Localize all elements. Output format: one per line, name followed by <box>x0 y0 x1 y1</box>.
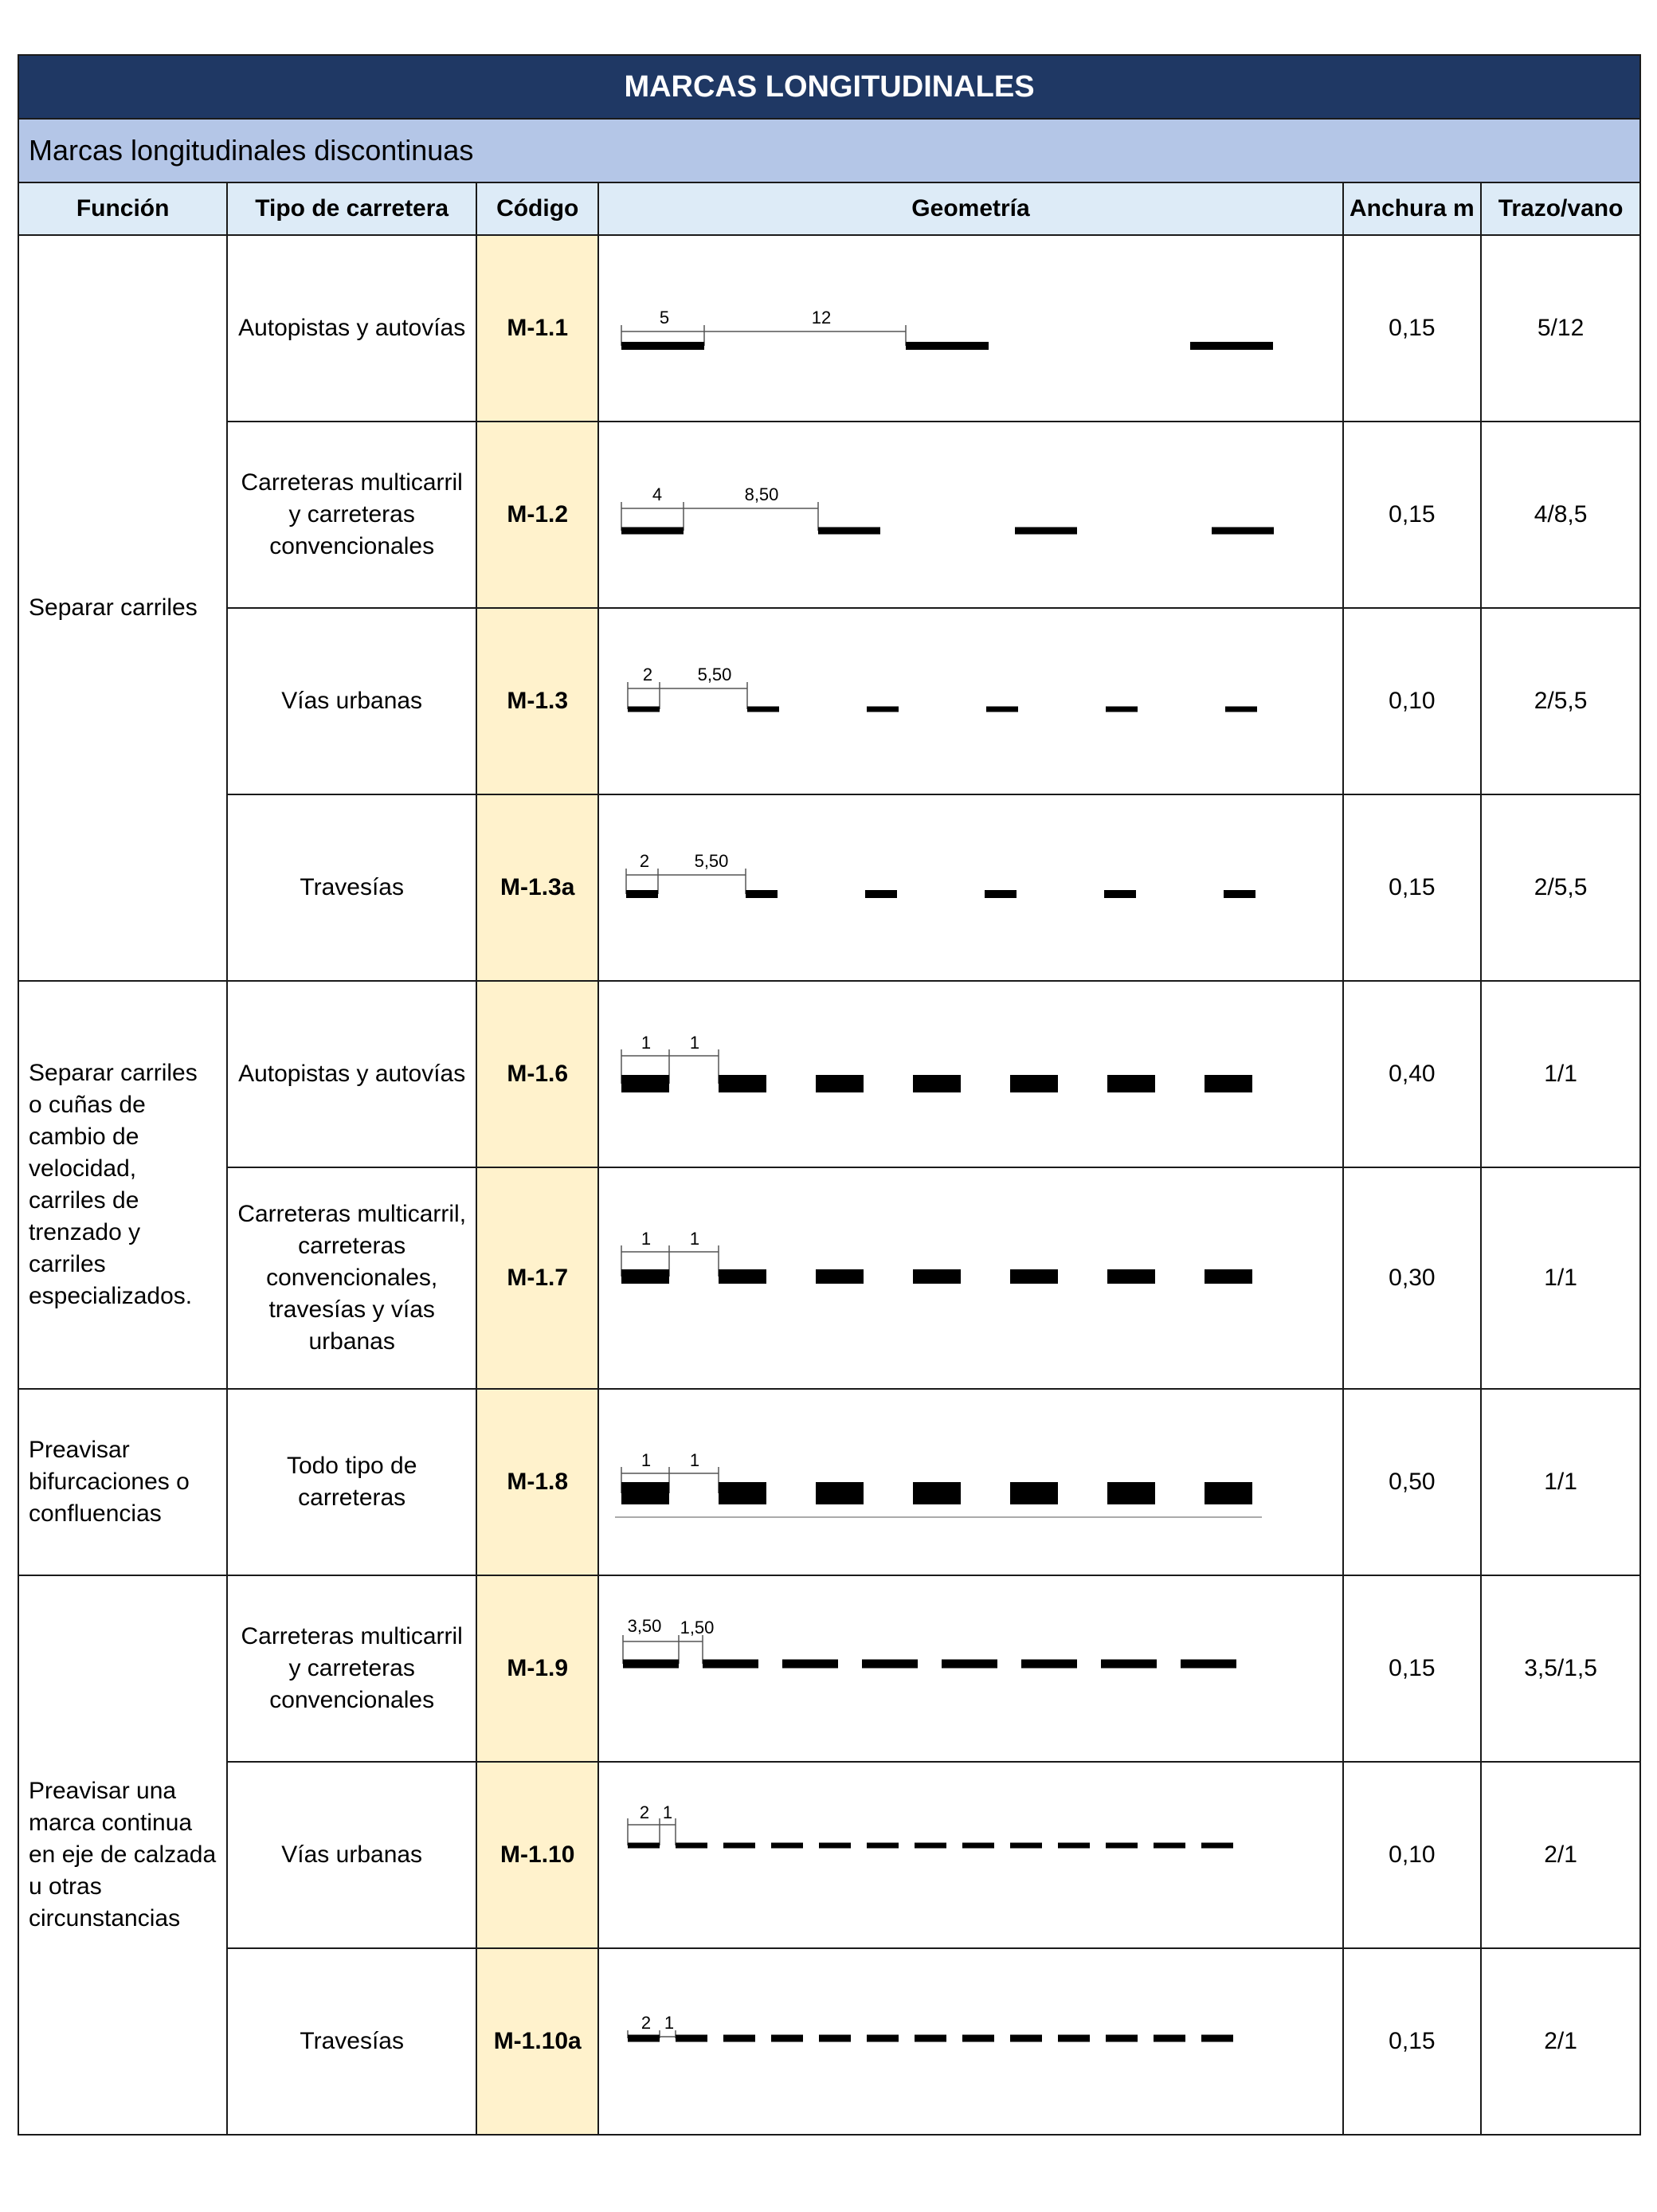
trazo-cell: 2/1 <box>1481 1762 1640 1948</box>
tipo-cell: Carreteras multicarril y carreteras convencionales <box>227 422 476 608</box>
header-anchura: Anchura m <box>1343 182 1482 235</box>
road-dash-stroke <box>867 707 899 712</box>
table-row <box>18 608 1640 794</box>
table-title: MARCAS LONGITUDINALES <box>18 55 1640 119</box>
road-dash-stroke <box>1205 1482 1252 1504</box>
road-dash-stroke <box>1205 1269 1252 1284</box>
road-dash-stroke <box>1104 890 1136 898</box>
road-dash-stroke <box>986 707 1018 712</box>
header-funcion: Función <box>18 182 227 235</box>
road-dash-stroke <box>865 890 897 898</box>
road-dash-stroke <box>719 1482 766 1504</box>
dim-label-stroke: 2 <box>640 851 650 871</box>
dim-label-gap: 1,50 <box>680 1618 715 1637</box>
road-dash-stroke <box>621 1269 669 1284</box>
header-tipo: Tipo de carretera <box>227 182 476 235</box>
road-dash-stroke <box>1058 2035 1090 2042</box>
road-dash-stroke <box>962 1843 994 1849</box>
table-row <box>18 1762 1640 1948</box>
anchura-cell: 0,15 <box>1343 794 1482 981</box>
anchura-cell: 0,10 <box>1343 608 1482 794</box>
geometry-diagram <box>599 1949 1335 2134</box>
tipo-cell: Todo tipo de carreteras <box>227 1389 476 1575</box>
geometria-cell <box>598 981 1342 1167</box>
anchura-cell: 0,15 <box>1343 1575 1482 1762</box>
road-dash-stroke <box>915 2035 946 2042</box>
road-dash-stroke <box>1201 1843 1233 1849</box>
road-dash-stroke <box>703 1660 758 1669</box>
geometry-diagram <box>599 982 1335 1167</box>
road-dash-stroke <box>816 1269 864 1284</box>
tipo-cell: Autopistas y autovías <box>227 981 476 1167</box>
geometria-cell <box>598 794 1342 981</box>
road-dash-stroke <box>1106 1843 1138 1849</box>
marcas-table <box>18 54 1641 2136</box>
road-dash-stroke <box>621 1482 669 1504</box>
road-dash-stroke <box>676 2035 707 2042</box>
codigo-cell: M-1.1 <box>476 235 598 422</box>
trazo-cell: 2/1 <box>1481 1948 1640 2135</box>
road-dash-stroke <box>626 890 658 898</box>
road-dash-stroke <box>1107 1482 1155 1504</box>
road-dash-stroke <box>1201 2035 1233 2042</box>
table-row <box>18 1389 1640 1575</box>
road-dash-stroke <box>1106 2035 1138 2042</box>
codigo-cell: M-1.7 <box>476 1167 598 1389</box>
table-row <box>18 422 1640 608</box>
anchura-cell: 0,30 <box>1343 1167 1482 1389</box>
road-dash-stroke <box>816 1075 864 1092</box>
road-dash-stroke <box>1107 1075 1155 1092</box>
road-dash-stroke <box>1224 890 1255 898</box>
table-row <box>18 1167 1640 1389</box>
geometry-diagram <box>599 795 1335 980</box>
road-dash-stroke <box>1021 1660 1077 1669</box>
dim-label-gap: 1 <box>664 2013 675 2033</box>
road-dash-stroke <box>628 2035 660 2042</box>
road-dash-stroke <box>1015 528 1077 535</box>
road-dash-stroke <box>913 1269 961 1284</box>
road-dash-stroke <box>771 2035 803 2042</box>
road-dash-stroke <box>985 890 1017 898</box>
trazo-cell: 1/1 <box>1481 1167 1640 1389</box>
road-dash-stroke <box>1205 1075 1252 1092</box>
road-dash-stroke <box>621 342 704 350</box>
geometry-diagram <box>599 1390 1335 1575</box>
table-subtitle: Marcas longitudinales discontinuas <box>18 119 1640 182</box>
header-geometria: Geometría <box>598 182 1342 235</box>
road-dash-stroke <box>906 342 989 350</box>
table-row <box>18 794 1640 981</box>
road-dash-stroke <box>819 2035 851 2042</box>
table-row <box>18 1948 1640 2135</box>
dim-label-gap: 1 <box>690 1229 700 1249</box>
tipo-cell: Travesías <box>227 1948 476 2135</box>
geometry-diagram <box>599 236 1335 421</box>
road-dash-stroke <box>1181 1660 1236 1669</box>
trazo-cell: 1/1 <box>1481 981 1640 1167</box>
tipo-cell: Carreteras multicarril y carreteras convencionales <box>227 1575 476 1762</box>
road-dash-stroke <box>1101 1660 1157 1669</box>
road-dash-stroke <box>719 1269 766 1284</box>
road-dash-stroke <box>623 1660 679 1669</box>
table-row <box>18 1575 1640 1762</box>
road-dash-stroke <box>915 1843 946 1849</box>
funcion-separar-carriles-cunas: Separar carriles o cuñas de cambio de velocidad, carriles de trenzado y carriles especializados. <box>18 981 227 1389</box>
dim-label-stroke: 2 <box>641 2013 652 2033</box>
trazo-cell: 5/12 <box>1481 235 1640 422</box>
road-dash-stroke <box>723 2035 755 2042</box>
dim-label-gap: 1 <box>663 1802 673 1822</box>
road-dash-stroke <box>867 2035 899 2042</box>
geometria-cell <box>598 1762 1342 1948</box>
trazo-cell: 2/5,5 <box>1481 794 1640 981</box>
road-dash-stroke <box>913 1482 961 1504</box>
dim-label-stroke: 2 <box>640 1802 650 1822</box>
table-row <box>18 981 1640 1167</box>
road-dash-stroke <box>782 1660 838 1669</box>
road-dash-stroke <box>1010 1269 1058 1284</box>
road-dash-stroke <box>1225 707 1257 712</box>
dim-label-gap: 8,50 <box>744 484 779 504</box>
geometria-cell <box>598 1575 1342 1762</box>
tipo-cell: Vías urbanas <box>227 608 476 794</box>
road-dash-stroke <box>1106 707 1138 712</box>
tipo-cell: Vías urbanas <box>227 1762 476 1948</box>
geometria-cell <box>598 422 1342 608</box>
road-dash-stroke <box>621 1075 669 1092</box>
dim-label-gap: 1 <box>690 1450 700 1470</box>
codigo-cell: M-1.10 <box>476 1762 598 1948</box>
road-dash-stroke <box>1107 1269 1155 1284</box>
dim-label-gap: 1 <box>690 1033 700 1053</box>
codigo-cell: M-1.8 <box>476 1389 598 1575</box>
dim-label-stroke: 3,50 <box>627 1616 662 1636</box>
trazo-cell: 1/1 <box>1481 1389 1640 1575</box>
road-dash-stroke <box>819 1843 851 1849</box>
road-dash-stroke <box>942 1660 997 1669</box>
dim-label-stroke: 1 <box>641 1229 652 1249</box>
geometry-diagram <box>599 1763 1335 1947</box>
road-dash-stroke <box>1010 1075 1058 1092</box>
road-dash-stroke <box>628 1843 660 1849</box>
road-dash-stroke <box>621 528 684 535</box>
geometry-diagram <box>599 1576 1335 1761</box>
geometria-cell <box>598 1389 1342 1575</box>
road-dash-stroke <box>723 1843 755 1849</box>
road-dash-stroke <box>676 1843 707 1849</box>
tipo-cell: Carreteras multicarril, carreteras convencionales, travesías y vías urbanas <box>227 1167 476 1389</box>
anchura-cell: 0,15 <box>1343 422 1482 608</box>
road-dash-stroke <box>1010 2035 1042 2042</box>
trazo-cell: 4/8,5 <box>1481 422 1640 608</box>
anchura-cell: 0,15 <box>1343 1948 1482 2135</box>
codigo-cell: M-1.3 <box>476 608 598 794</box>
codigo-cell: M-1.10a <box>476 1948 598 2135</box>
codigo-cell: M-1.3a <box>476 794 598 981</box>
geometry-diagram <box>599 1168 1335 1388</box>
geometria-cell <box>598 608 1342 794</box>
geometry-diagram <box>599 422 1335 607</box>
road-dash-stroke <box>771 1843 803 1849</box>
road-dash-stroke <box>816 1482 864 1504</box>
dim-label-stroke: 1 <box>641 1450 652 1470</box>
road-dash-stroke <box>867 1843 899 1849</box>
road-dash-stroke <box>719 1075 766 1092</box>
anchura-cell: 0,50 <box>1343 1389 1482 1575</box>
dim-label-stroke: 1 <box>641 1033 652 1053</box>
funcion-preavisar-bifurcaciones: Preavisar bifurcaciones o confluencias <box>18 1389 227 1575</box>
marcas-table-sheet <box>18 54 1641 2136</box>
geometria-cell <box>598 235 1342 422</box>
funcion-separar-carriles: Separar carriles <box>18 235 227 981</box>
dim-label-stroke: 4 <box>652 484 663 504</box>
road-dash-stroke <box>1010 1482 1058 1504</box>
dim-label-gap: 12 <box>812 308 832 327</box>
road-dash-stroke <box>1010 1843 1042 1849</box>
dim-label-stroke: 2 <box>643 665 653 684</box>
road-dash-stroke <box>818 528 880 535</box>
road-dash-stroke <box>913 1075 961 1092</box>
road-dash-stroke <box>747 707 779 712</box>
anchura-cell: 0,40 <box>1343 981 1482 1167</box>
header-codigo: Código <box>476 182 598 235</box>
dim-label-stroke: 5 <box>660 308 670 327</box>
dim-label-gap: 5,50 <box>694 851 729 871</box>
anchura-cell: 0,15 <box>1343 235 1482 422</box>
tipo-cell: Autopistas y autovías <box>227 235 476 422</box>
trazo-cell: 3,5/1,5 <box>1481 1575 1640 1762</box>
road-dash-stroke <box>1154 2035 1185 2042</box>
trazo-cell: 2/5,5 <box>1481 608 1640 794</box>
codigo-cell: M-1.6 <box>476 981 598 1167</box>
road-dash-stroke <box>862 1660 918 1669</box>
road-dash-stroke <box>746 890 778 898</box>
geometria-cell <box>598 1167 1342 1389</box>
anchura-cell: 0,10 <box>1343 1762 1482 1948</box>
road-dash-stroke <box>1190 342 1273 350</box>
geometry-diagram <box>599 609 1335 794</box>
codigo-cell: M-1.2 <box>476 422 598 608</box>
road-dash-stroke <box>962 2035 994 2042</box>
geometria-cell <box>598 1948 1342 2135</box>
header-trazo: Trazo/vano <box>1481 182 1640 235</box>
road-dash-stroke <box>628 707 660 712</box>
road-dash-stroke <box>1212 528 1274 535</box>
road-dash-stroke <box>1154 1843 1185 1849</box>
tipo-cell: Travesías <box>227 794 476 981</box>
table-row <box>18 235 1640 422</box>
codigo-cell: M-1.9 <box>476 1575 598 1762</box>
funcion-preavisar-marca-continua: Preavisar una marca continua en eje de calzada u otras circunstancias <box>18 1575 227 2135</box>
dim-label-gap: 5,50 <box>697 665 732 684</box>
road-dash-stroke <box>1058 1843 1090 1849</box>
